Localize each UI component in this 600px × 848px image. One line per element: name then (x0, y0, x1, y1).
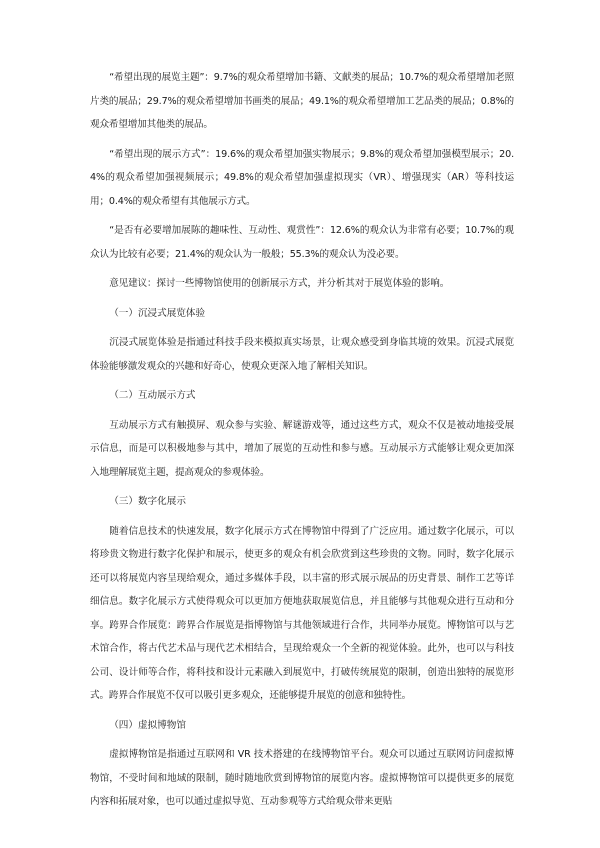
section-heading-immersive: （一）沉浸式展览体验 (109, 307, 206, 319)
paragraph-exhibition-themes: “希望出现的展览主题”：9.7%的观众希望增加书籍、文献类的展品；10.7%的观众希望增加老照片类的展品；29.7%的观众希望增加书画类的展品；49.1%的观众希望增加工艺品类的展品；0.8%的观众希望增加其他类的展品。 (90, 72, 514, 130)
paragraph-digital: 随着信息技术的快速发展，数字化展示方式在博物馆中得到了广泛应用。通过数字化展示，可以将珍贵文物进行数字化保护和展示，使更多的观众有机会欣赏到这些珍贵的文物。同时，数字化展示还可以将展览内容呈现给观众，通过多媒体手段，以丰富的形式展示展品的历史背景、制作工艺等详细信息。数字化展示方式使得观众可以更加方便地获取展览信息，并且能够与其他观众进行互动和分享。跨界合作展览：跨界合作展览是指博物馆与其他领域进行合作，共同举办展览。博物馆可以与艺术馆合作，将古代艺术品与现代艺术相结合，呈现给观众一个全新的视觉体验。此外，也可以与科技公司、设计师等合作，将科技和设计元素融入到展览中，打破传统展览的限制，创造出独特的展览形式。跨界合作展览不仅可以吸引更多观众，还能够提升展览的创意和独特性。 (90, 525, 514, 701)
section-heading-virtual: （四）虚拟博物馆 (109, 719, 186, 731)
document-body (90, 66, 514, 820)
section-heading-digital: （三）数字化展示 (109, 496, 186, 507)
paragraph-interactivity-need: “是否有必要增加展陈的趣味性、互动性、观赏性”：12.6%的观众认为非常有必要；10.7%的观众认为比较有必要；21.4%的观众认为一般般；55.3%的观众认为没必要。 (90, 225, 514, 260)
paragraph-display-methods: “希望出现的展示方式”：19.6%的观众希望加强实物展示；9.8%的观众希望加强模型展示；20.4%的观众希望加强视频展示；49.8%的观众希望加强虚拟现实（VR）、增强现实（AR）等科技运用；0.4%的观众希望有其他展示方式。 (90, 148, 514, 207)
section-heading-interactive: （二）互动展示方式 (109, 390, 196, 401)
paragraph-suggestions: 意见建议：探讨一些博物馆使用的创新展示方式，并分析其对于展览体验的影响。 (109, 278, 450, 289)
paragraph-interactive: 互动展示方式有触摸屏、观众参与实验、解谜游戏等，通过这些方式，观众不仅是被动地接受展示信息，而是可以积极地参与其中，增加了展览的互动性和参与感。互动展示方式能够让观众更加深入地理解展览主题，提高观众的参观体验。 (90, 419, 514, 478)
paragraph-immersive: 沉浸式展览体验是指通过科技手段来模拟真实场景，让观众感受到身临其境的效果。沉浸式展览体验能够激发观众的兴趣和好奇心，使观众更深入地了解相关知识。 (90, 337, 514, 372)
paragraph-virtual: 虚拟博物馆是指通过互联网和 VR 技术搭建的在线博物馆平台。观众可以通过互联网访问虚拟博物馆，不受时间和地域的限制，随时随地欣赏到博物馆的展览内容。虚拟博物馆可以提供更多的展览内容和拓展对象，也可以通过虚拟导览、互动参观等方式给观众带来更贴 (90, 749, 514, 807)
